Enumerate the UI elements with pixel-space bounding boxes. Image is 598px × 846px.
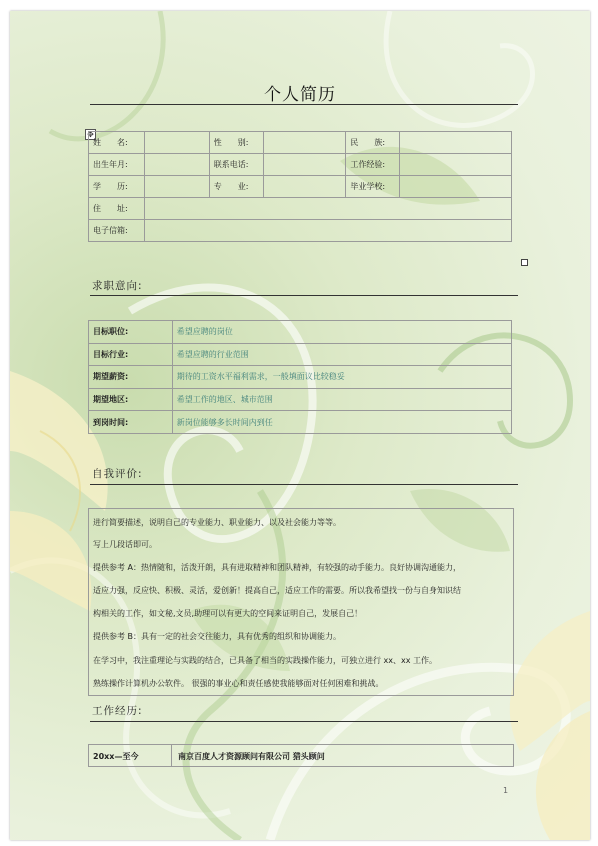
work-heading: 工作经历:	[92, 705, 143, 717]
table-row	[89, 220, 512, 242]
label-target-position: 目标职位:	[89, 321, 173, 344]
resume-title: 个人简历	[264, 85, 336, 105]
table-row	[89, 321, 512, 344]
label-name: 姓 名:	[89, 132, 145, 154]
page-number: 1	[503, 786, 509, 795]
work-divider	[171, 745, 172, 766]
value-name[interactable]	[144, 132, 209, 154]
title-underline	[90, 104, 518, 105]
label-ethnicity: 民 族:	[346, 132, 400, 154]
self-eval-heading: 自我评价:	[92, 468, 143, 480]
label-phone: 联系电话:	[209, 154, 263, 176]
label-school: 毕业学校:	[346, 176, 400, 198]
table-row	[89, 198, 512, 220]
self-eval-line: 熟练操作计算机办公软件。 很强的事业心和责任感使我能够面对任何困难和挑战。	[93, 679, 384, 688]
label-salary: 期望薪资:	[89, 366, 173, 389]
value-birth[interactable]	[144, 154, 209, 176]
label-gender: 性 别:	[209, 132, 263, 154]
table-resize-handle[interactable]	[521, 259, 528, 266]
work-underline	[90, 721, 518, 722]
self-eval-line: 构相关的工作，如文秘,文员,助理可以有更大的空间来证明自己，发展自己！	[93, 609, 363, 618]
move-icon[interactable]: ✥	[85, 129, 96, 140]
table-row	[89, 366, 512, 389]
label-target-industry: 目标行业:	[89, 343, 173, 366]
value-salary[interactable]: 期待的工资水平福利需求，一般填面议比较稳妥	[172, 366, 511, 389]
self-eval-box[interactable]	[88, 508, 514, 696]
table-row	[89, 343, 512, 366]
work-period: 20xx—至今	[93, 752, 139, 761]
table-row	[89, 132, 512, 154]
self-eval-line: 进行简要描述，说明自己的专业能力、职业能力、以及社会能力等等。	[93, 518, 341, 527]
self-eval-line: 写上几段话即可。	[93, 540, 157, 549]
table-row	[89, 388, 512, 411]
value-education[interactable]	[144, 176, 209, 198]
work-company: 南京百度人才资源顾问有限公司 猎头顾问	[178, 752, 325, 761]
label-start-time: 到岗时间:	[89, 411, 173, 434]
label-email: 电子信箱:	[89, 220, 145, 242]
value-start-time[interactable]: 新岗位能够多长时间内到任	[172, 411, 511, 434]
label-region: 期望地区:	[89, 388, 173, 411]
value-major[interactable]	[263, 176, 346, 198]
value-phone[interactable]	[263, 154, 346, 176]
table-row	[89, 411, 512, 434]
value-email[interactable]	[144, 220, 511, 242]
value-ethnicity[interactable]	[400, 132, 512, 154]
value-address[interactable]	[144, 198, 511, 220]
value-target-position[interactable]: 希望应聘的岗位	[172, 321, 511, 344]
self-eval-line: 提供参考 A：热情随和，活泼开朗，具有进取精神和团队精神，有较强的动手能力。良好协调沟通能力，	[93, 563, 462, 572]
objective-heading: 求职意向:	[92, 280, 143, 292]
value-target-industry[interactable]: 希望应聘的行业范围	[172, 343, 511, 366]
label-major: 专 业:	[209, 176, 263, 198]
self-eval-underline	[90, 484, 518, 485]
label-experience: 工作经验:	[346, 154, 400, 176]
label-address: 住 址:	[89, 198, 145, 220]
label-education: 学 历:	[89, 176, 145, 198]
objective-underline	[90, 295, 518, 296]
self-eval-line: 在学习中，我注重理论与实践的结合，已具备了相当的实践操作能力，可独立进行 xx、xx 工作。	[93, 656, 438, 665]
value-gender[interactable]	[263, 132, 346, 154]
self-eval-line: 适应力强，反应快、积极、灵活，爱创新！提高自己，适应工作的需要。所以我希望找一份与自身知识结	[93, 586, 461, 595]
document-content	[10, 11, 590, 840]
value-school[interactable]	[400, 176, 512, 198]
basic-info-table	[88, 131, 512, 242]
objective-table	[88, 320, 512, 434]
self-eval-line: 提供参考 B：具有一定的社会交往能力，具有优秀的组织和协调能力。	[93, 632, 342, 641]
table-row	[89, 154, 512, 176]
table-row	[89, 176, 512, 198]
value-region[interactable]: 希望工作的地区、城市范围	[172, 388, 511, 411]
document-page	[10, 11, 590, 840]
work-entry[interactable]	[88, 744, 514, 767]
label-birth: 出生年月:	[89, 154, 145, 176]
value-experience[interactable]	[400, 154, 512, 176]
